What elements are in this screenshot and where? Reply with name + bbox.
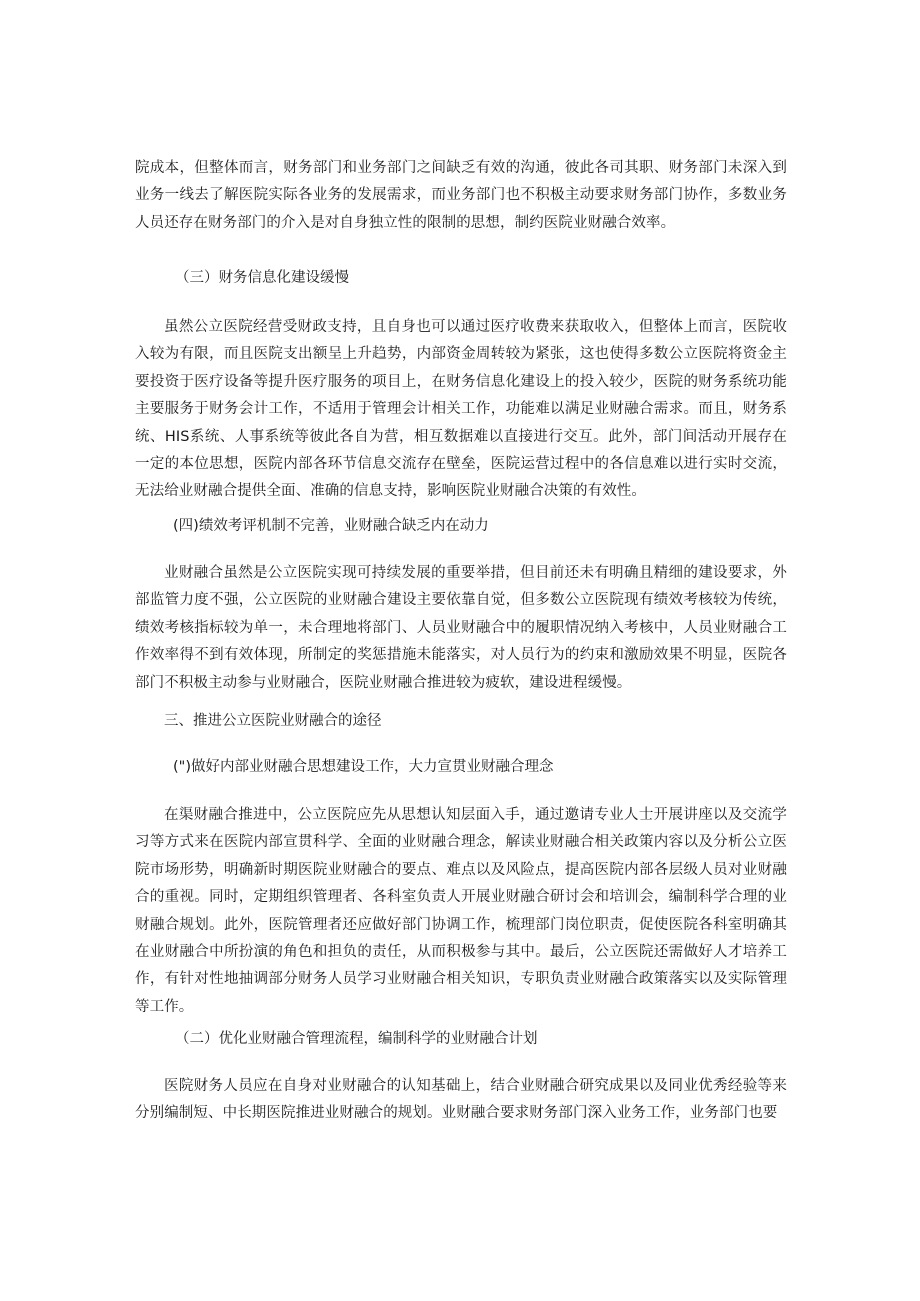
paragraph-3: 虽然公立医院经营受财政支持，且自身也可以通过医疗收费来获取收入，但整体上而言，医院收入较为有限，而且医院支出额呈上升趋势，内部资金周转较为紧张，这也使得多数公立医院将资金主要投资于医疗设备等提升医疗服务的项目上，在财务信息化建设上的投入较少，医院的财务系统功能主要服务于财务会计工作，不适用于管理会计相关工作，功能难以满足业财融合需求。而且，财务系统、HIS系统、人事系统等彼此各自为营，相互数据难以直接进行交互。此外，部门间活动开展存在一定的本位思想，医院内部各环节信息交流存在壁垒，医院运营过程中的各信息难以进行实时交流，无法给业财融合提供全面、准确的信息支持，影响医院业财融合决策的有效性。 xyxy=(135,319,787,500)
section-heading-3: 三、推进公立医院业财融合的途径 xyxy=(164,713,382,729)
paragraph-continued: 院成本，但整体而言，财务部门和业务部门之间缺乏有效的沟通，彼此各司其职、财务部门未深入到业务一线去了解医院实际各业务的发展需求，而业务部门也不积极主动要求财务部门协作，多数业务人员还存在财务部门的介入是对自身独立性的限制的思想，制约医院业财融合效率。 xyxy=(135,160,787,231)
paragraph-s3-2: 医院财务人员应在自身对业财融合的认知基础上，结合业财融合研究成果以及同业优秀经验等来分别编制短、中长期医院推进业财融合的规划。业财融合要求财务部门深入业务工作，业务部门也要 xyxy=(135,1078,787,1122)
subheading-3: （三）财务信息化建设缓慢 xyxy=(175,270,349,286)
paragraph-4: 业财融合虽然是公立医院实现可持续发展的重要举措，但目前还未有明确且精细的建设要求，外部监管力度不强，公立医院的业财融合建设主要依靠自觉，但多数公立医院现有绩效考核较为传统，绩效考核指标较为单一，未合理地将部门、人员业财融合中的履职情况纳入考核中，人员业财融合工作效率得不到有效体现，所制定的奖惩措施未能落实，对人员行为的约束和激励效果不明显，医院各部门不积极主动参与业财融合，医院业财融合推进较为疲软，建设进程缓慢。 xyxy=(135,565,787,691)
subheading-s3-2: （二）优化业财融合管理流程，编制科学的业财融合计划 xyxy=(175,1031,538,1047)
subheading-4: (四)绩效考评机制不完善，业财融合缺乏内在动力 xyxy=(173,518,489,534)
subheading-s3-1: (")做好内部业财融合思想建设工作，大力宣贯业财融合理念 xyxy=(173,759,554,775)
paragraph-s3-1: 在渠财融合推进中，公立医院应先从思想认知层面入手，通过邀请专业人士开展讲座以及交流学习等方式来在医院内部宣贯科学、全面的业财融合理念，解读业财融合相关政策内容以及分析公立医院市场形势，明确新时期医院业财融合的要点、难点以及风险点，提高医院内部各层级人员对业财融合的重视。同时，定期组织管理者、各科室负责人开展业财融合研讨会和培训会，编制科学合理的业财融合规划。此外，医院管理者还应做好部门协调工作，梳理部门岗位职责，促使医院各科室明确其在业财融合中所扮演的角色和担负的责任，从而积极参与其中。最后，公立医院还需做好人才培养工作，有针对性地抽调部分财务人员学习业财融合相关知识，专职负责业财融合政策落实以及实际管理等工作。 xyxy=(135,807,787,1015)
